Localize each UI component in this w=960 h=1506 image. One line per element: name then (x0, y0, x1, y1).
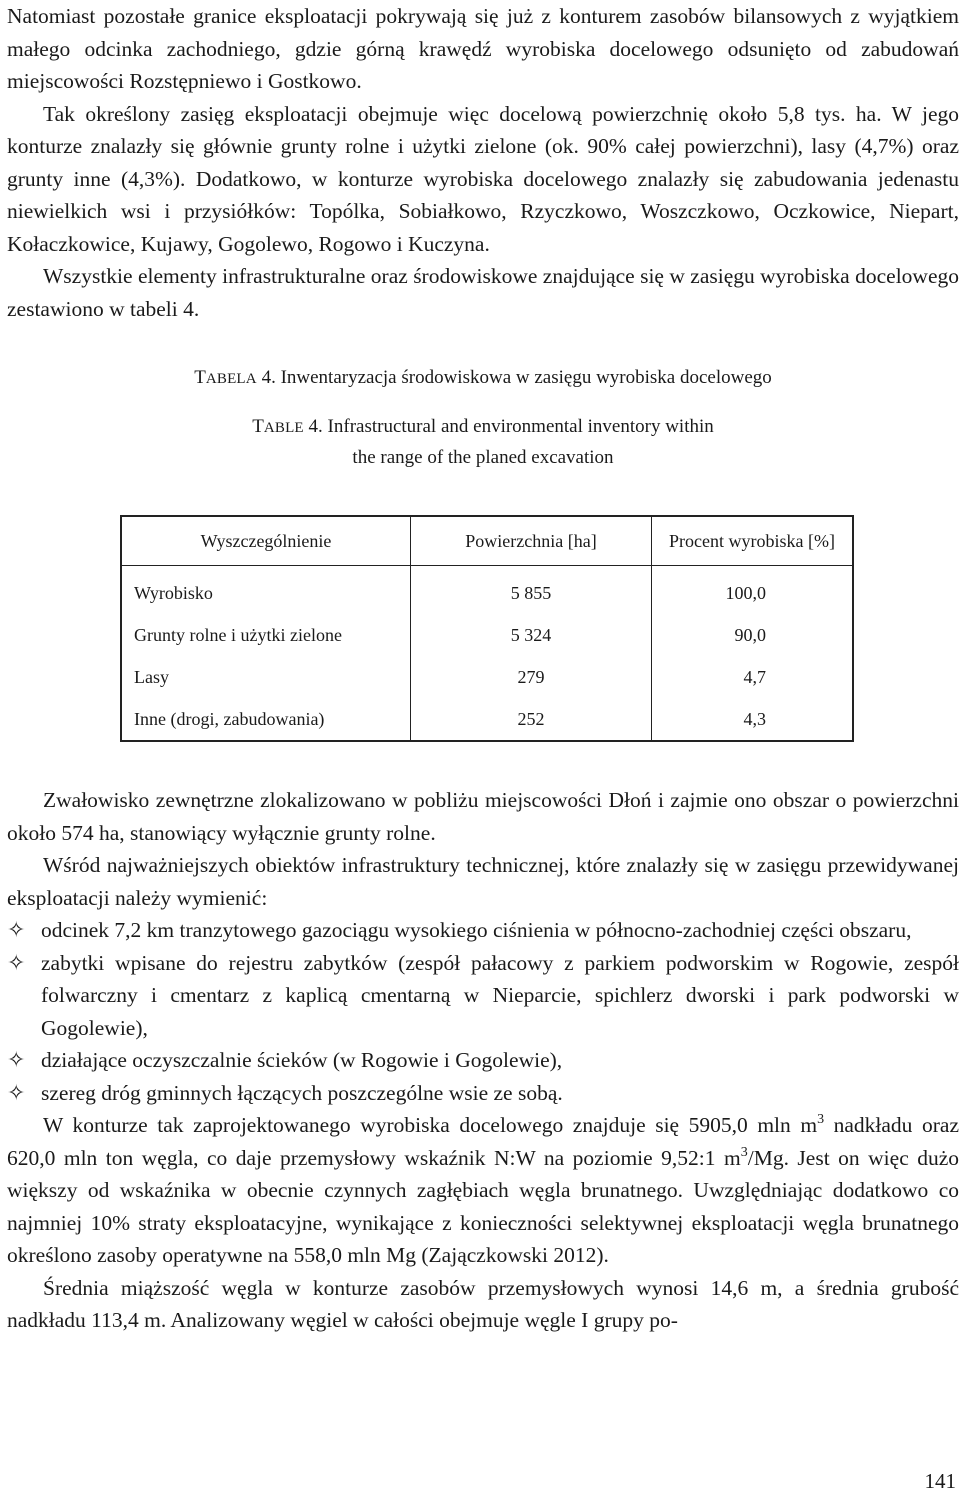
list-item-text: zabytki wpisane do rejestru zabytków (zespół pałacowy z parkiem podworskim w Rogowie, zespół folwarczny i cmentarz z kaplicą cmentarną w Nieparcie, spichlerz dworski i park podworski w Gogolewie), (41, 950, 959, 1040)
paragraph-4: Zwałowisko zewnętrzne zlokalizowano w pobliżu miejscowości Dłoń i zajmie ono obszar o powierzchni około 574 ha, stanowiący wyłącznie grunty rolne. (7, 788, 959, 845)
inventory-table (120, 515, 854, 742)
paragraph-6-part-c: /Mg. Jest on więc dużo większy od wskaźnika w obecnie czynnych zagłębiach węgla brunatnego. Uwzględniając dodatkowo co najmniej 10% straty eksploatacyjne, wynikające z konieczności selektywnej eksploatacji węgla brunatnego określono zasoby operatywne na 558,0 mln Mg (Zajączkowski 2012). (7, 1145, 960, 1267)
table-row (122, 698, 852, 740)
table-header-row (122, 517, 852, 566)
superscript: 3 (740, 1144, 748, 1160)
table-cell: 279 (411, 656, 652, 698)
diamond-star-icon: ✧ (7, 1047, 26, 1072)
table-cell: 4,3 (743, 708, 766, 729)
paragraph-7: Średnia miąższość węgla w konturze zasobów przemysłowych wynosi 14,6 m, a średnia grubość nadkładu 113,4 m. Analizowany węgiel w całości obejmuje węgle I grupy po- (7, 1275, 959, 1332)
table-cell: Grunty rolne i użytki zielone (122, 614, 411, 656)
table-header-cell: Procent wyrobiska [%] (652, 517, 852, 566)
diamond-star-icon: ✧ (7, 917, 26, 942)
table-row (122, 614, 852, 656)
diamond-star-icon: ✧ (7, 1079, 26, 1105)
list-item (7, 1044, 959, 1077)
diamond-star-icon: ✧ (7, 949, 26, 975)
caption-text-line2: the range of the planed excavation (352, 447, 614, 468)
caption-text-line1: Infrastructural and environmental inventory within (327, 416, 714, 437)
table-cell: Lasy (122, 656, 411, 698)
caption-label-rest: ABLE (263, 420, 304, 436)
table-cell: 252 (411, 698, 652, 740)
table-cell: Wyrobisko (122, 566, 411, 614)
table-cell: 90,0 (734, 624, 766, 645)
caption-text: Inwentaryzacja środowiskowa w zasięgu wyrobiska docelowego (280, 367, 772, 388)
list-item (7, 914, 959, 947)
list-item (7, 1077, 959, 1110)
caption-label-first: T (194, 367, 206, 388)
paragraph-6-part-a: W konturze tak zaprojektowanego wyrobiska docelowego znajduje się 5905,0 mln m (43, 1113, 818, 1137)
paragraph-1: Natomiast pozostałe granice eksploatacji pokrywają się już z konturem zasobów bilansowych z wyjątkiem małego odcinka zachodniego, gdzie górną krawędź wyrobiska docelowego odsunięto od zabudowań miejscowości Rozstępniewo i Gostkowo. (7, 4, 959, 93)
table-row (122, 566, 852, 614)
list-item-text: działające oczyszczalnie ścieków (w Rogowie i Gogolewie), (41, 1048, 563, 1072)
table-cell: 5 855 (411, 566, 652, 614)
paragraph-6 (7, 1109, 959, 1272)
caption-number: 4. (308, 416, 323, 437)
caption-label-rest: ABELA (205, 371, 257, 387)
table-cell: Inne (drogi, zabudowania) (122, 698, 411, 740)
superscript: 3 (817, 1112, 825, 1127)
table-header-cell: Wyszczególnienie (122, 517, 411, 566)
paragraph-5: Wśród najważniejszych obiektów infrastruktury technicznej, które znalazły się w zasięgu przewidywanej eksploatacji należy wymienić: (7, 853, 959, 910)
paragraph-2: Tak określony zasięg eksploatacji obejmuje więc docelową powierzchnię około 5,8 tys. ha. W jego konturze znalazły się głównie grunty rolne i użytki zielone (ok. 90% całej powierzchni), lasy (4,7%) oraz grunty inne (4,3%). Dodatkowo, w konturze wyrobiska docelowego znalazły się zabudowania jedenastu niewielkich wsi i przysiółków: Topólka, Sobiałkowo, Rzyczkowo, Woszczkowo, Oczkowice, Niepart, Kołaczkowice, Kujawy, Gogolewo, Rogowo i Kuczyna. (7, 101, 959, 256)
table-caption-en (7, 412, 959, 473)
table-cell: 4,7 (743, 666, 766, 687)
bullet-list (7, 914, 959, 1109)
list-item (7, 947, 959, 1045)
caption-label-first: T (252, 416, 264, 437)
list-item-text: szereg dróg gminnych łączących poszczególne wsie ze sobą. (41, 1080, 563, 1105)
paragraph-6-part-b: nadkładu oraz 620,0 mln ton węgla, co daje przemysłowy wskaźnik N:W na poziomie 9,52:1 m (7, 1113, 959, 1170)
page (7, 0, 959, 1337)
table-row (122, 656, 852, 698)
page-number: 141 (924, 1469, 956, 1493)
table-caption-pl (7, 363, 959, 394)
table-cell: 100,0 (725, 582, 766, 603)
list-item-text: odcinek 7,2 km tranzytowego gazociągu wysokiego ciśnienia w północno-zachodniej części obszaru, (41, 918, 912, 942)
table-cell: 5 324 (411, 614, 652, 656)
paragraph-3: Wszystkie elementy infrastrukturalne oraz środowiskowe znajdujące się w zasięgu wyrobiska docelowego zestawiono w tabeli 4. (7, 264, 959, 321)
caption-number: 4. (261, 367, 276, 388)
table-header-cell: Powierzchnia [ha] (411, 517, 652, 566)
